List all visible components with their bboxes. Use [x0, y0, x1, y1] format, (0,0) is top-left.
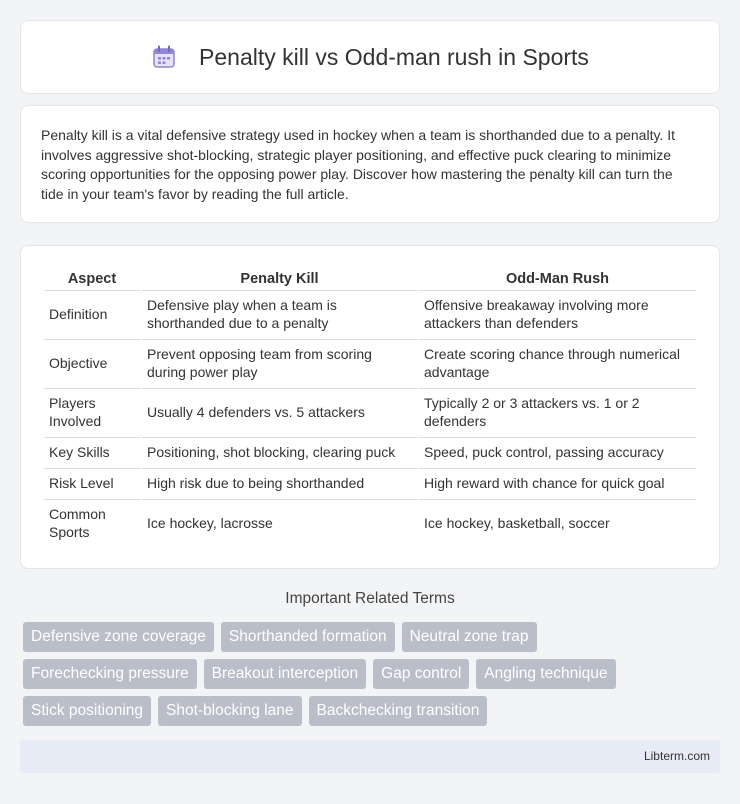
table-row	[44, 290, 696, 337]
related-term-tag[interactable]: Gap control	[373, 659, 469, 689]
related-term-tag[interactable]: Shot-blocking lane	[158, 696, 302, 726]
table-row	[44, 468, 696, 497]
row-odd-man-rush: Offensive breakaway involving more attackers than defenders	[419, 290, 696, 337]
related-term-tag[interactable]: Stick positioning	[23, 696, 151, 726]
table-row	[44, 339, 696, 386]
table-row	[44, 499, 696, 546]
row-aspect: Risk Level	[44, 468, 140, 497]
table-row	[44, 388, 696, 435]
header-card	[20, 20, 720, 94]
header-odd-man-rush: Odd-Man Rush	[505, 271, 610, 287]
row-odd-man-rush: Speed, puck control, passing accuracy	[419, 437, 696, 466]
related-term-tag[interactable]: Neutral zone trap	[402, 622, 537, 652]
footer-site-link[interactable]: Libterm.com	[643, 749, 710, 763]
intro-text: Penalty kill is a vital defensive strategy used in hockey when a team is shorthanded due to a penalty. It involves aggressive shot-blocking, strategic player positioning, and effective puck clearing to minimize scoring opportunities for the opposing power play. Discover how mastering the penalty kill can turn the tide in your team's favor by reading the full article.	[41, 127, 675, 202]
row-odd-man-rush: Ice hockey, basketball, soccer	[419, 499, 696, 546]
row-odd-man-rush: Create scoring chance through numerical advantage	[419, 339, 696, 386]
related-term-tag[interactable]: Shorthanded formation	[221, 622, 395, 652]
row-penalty-kill: Positioning, shot blocking, clearing puck	[142, 437, 417, 466]
row-aspect: Objective	[44, 339, 140, 386]
row-odd-man-rush: High reward with chance for quick goal	[419, 468, 696, 497]
related-term-tag[interactable]: Breakout interception	[204, 659, 366, 689]
intro-card	[20, 105, 720, 223]
row-odd-man-rush: Typically 2 or 3 attackers vs. 1 or 2 defenders	[419, 388, 696, 435]
header-aspect: Aspect	[67, 271, 117, 287]
calendar-icon	[151, 44, 177, 70]
row-aspect: Players Involved	[44, 388, 140, 435]
footer	[20, 740, 720, 773]
related-term-tag[interactable]: Forechecking pressure	[23, 659, 197, 689]
row-aspect: Definition	[44, 290, 140, 337]
related-terms-list	[23, 622, 723, 733]
row-penalty-kill: Prevent opposing team from scoring during power play	[142, 339, 417, 386]
header-penalty-kill: Penalty Kill	[240, 271, 319, 287]
row-aspect: Key Skills	[44, 437, 140, 466]
related-term-tag[interactable]: Defensive zone coverage	[23, 622, 214, 652]
row-aspect: Common Sports	[44, 499, 140, 546]
comparison-table	[42, 266, 698, 548]
related-term-tag[interactable]: Backchecking transition	[309, 696, 488, 726]
row-penalty-kill: Defensive play when a team is shorthanded due to a penalty	[142, 290, 417, 337]
page-title: Penalty kill vs Odd-man rush in Sports	[199, 43, 589, 70]
related-term-tag[interactable]: Angling technique	[476, 659, 615, 689]
comparison-card	[20, 245, 720, 569]
row-penalty-kill: High risk due to being shorthanded	[142, 468, 417, 497]
row-penalty-kill: Usually 4 defenders vs. 5 attackers	[142, 388, 417, 435]
related-terms-title: Important Related Terms	[285, 590, 455, 607]
table-row	[44, 437, 696, 466]
row-penalty-kill: Ice hockey, lacrosse	[142, 499, 417, 546]
